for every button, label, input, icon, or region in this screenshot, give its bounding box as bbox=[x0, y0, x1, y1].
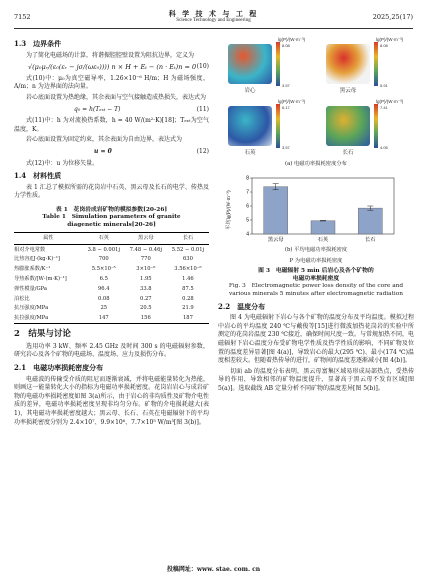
table-cell: 5.52 − 0.01j bbox=[171, 246, 205, 253]
table-caption bbox=[14, 207, 209, 230]
x-tick-label: 长石 bbox=[365, 237, 376, 243]
table-cell: 147 bbox=[83, 313, 125, 323]
paragraph: 电磁波的传输受介质的阻尼而逐渐衰减，并将电磁能量转化为热能，则画这一能量转化大小的指标为电磁功率损耗密度。花岗岩岩心与成岩矿物的电磁功率损耗密度如图 3(a)所示，由于岩心的非均质性及矿物介电性质的差异，电磁功率损耗密度呈现非均匀分布。矿物的介电损耗越大(表 1)，其电磁功率损耗密度越大；黑云母、长石、石英在电磁辐射下的平均功率损耗密度分别为 2.4×10⁷、9.9×10⁶、7.7×10⁵ W/m³[图 3(b)]。 bbox=[14, 375, 209, 426]
table-cell: 比热容/[J·(kg·K)⁻¹] bbox=[14, 256, 60, 263]
y-tick-label: 7 bbox=[246, 189, 249, 196]
table-cell: 187 bbox=[167, 313, 209, 323]
colorbar bbox=[374, 42, 378, 86]
table-cell: 泊松比 bbox=[14, 295, 30, 302]
table-row bbox=[14, 294, 209, 304]
table-cell: 87.5 bbox=[182, 285, 194, 292]
table-cell: 0.28 bbox=[182, 295, 194, 302]
table-cell: 0.27 bbox=[140, 295, 152, 302]
table-cell: 3.8 − 0.001j bbox=[87, 246, 120, 253]
table-cell: 5.5×10⁻⁵ bbox=[91, 266, 116, 273]
figure-caption-cn-2: 电磁功率损耗密度 bbox=[292, 275, 340, 282]
paragraph: 岩心底面设置为热绝缘，其余表面与空气接触造成热损失，表达式为 bbox=[26, 93, 207, 101]
table-row bbox=[14, 304, 209, 314]
table-cell: 1.95 bbox=[140, 275, 152, 282]
paragraph: 式(11)中：h 为对流换热系数，h = 40 W/(m²·K)[18]；Tₑₓₜ为空气温度，K。 bbox=[14, 117, 209, 133]
paragraph: 为了简化电磁场的计算，将谐振腔腔壁设置为阻抗边界，定义为 bbox=[26, 51, 195, 59]
table-row bbox=[14, 284, 209, 294]
colorbar-min: 5.91 bbox=[380, 83, 388, 88]
table-cell: 3.56×10⁻⁶ bbox=[174, 266, 202, 273]
table-cell: 3×10⁻⁶ bbox=[136, 266, 156, 273]
table-cell: 抗拉强度/MPa bbox=[14, 313, 83, 323]
equation-body: √(μ₀μᵣ/(ε₀(εᵣ − jσ/(ωε₀)))) n × H + Eₜ − (n · Eₜ)n = 0 bbox=[28, 63, 197, 72]
y-tick-label: 4 bbox=[246, 231, 249, 238]
colorbar-max: 7.41 bbox=[380, 105, 388, 110]
colorbar-max: 6.17 bbox=[282, 105, 290, 110]
table-cell: 相对介电常数 bbox=[14, 246, 46, 253]
issue-info: 2025,25(17) bbox=[372, 13, 413, 21]
table-header-cell: 石英 bbox=[83, 233, 125, 245]
power-map-feldspar bbox=[326, 106, 370, 146]
table-cell: 33.8 bbox=[140, 285, 152, 292]
colorbar-max: 8.08 bbox=[380, 43, 388, 48]
paragraph: 表 1 汇总了模拟所需的花岗岩中石英、黑云母及长石的电学、传热及力学性质。 bbox=[14, 183, 209, 200]
table-row bbox=[14, 274, 209, 284]
equation-10 bbox=[14, 63, 209, 72]
table-header-cell: 属性 bbox=[14, 233, 83, 245]
table-title-cn: 表 1 花岗岩成岩矿物的模拟参数[20-26] bbox=[55, 206, 168, 213]
table-cell: 156 bbox=[125, 313, 167, 323]
table-cell: 0.08 bbox=[97, 295, 110, 302]
figure-3b-caption: (b) 平均电磁功率损耗密度 bbox=[284, 247, 348, 253]
bar bbox=[311, 221, 335, 234]
map-label: 石英 bbox=[244, 150, 256, 156]
section-2-2-title: 2.2 温度分布 bbox=[218, 301, 266, 311]
table-row bbox=[14, 313, 209, 323]
left-column bbox=[14, 36, 209, 429]
y-tick-label: 8 bbox=[246, 175, 249, 182]
power-map-quartz bbox=[228, 106, 272, 146]
table-cell: 700 bbox=[98, 256, 109, 263]
map-label: 长石 bbox=[342, 150, 354, 156]
unit-label: lg(P)/(W·m⁻³) bbox=[278, 37, 306, 42]
equation-number: (10) bbox=[196, 63, 209, 71]
material-parameters-table bbox=[14, 232, 209, 324]
map-label: 黑云母 bbox=[339, 88, 357, 94]
equation-number: (11) bbox=[196, 105, 209, 113]
table-header-cell: 长石 bbox=[167, 233, 209, 245]
table-header-row bbox=[14, 233, 209, 245]
table-cell: 7.48 − 0.46j bbox=[129, 246, 163, 253]
y-tick-label: 6 bbox=[246, 203, 249, 210]
colorbar bbox=[374, 104, 378, 148]
bar bbox=[358, 208, 382, 234]
section-2-title: 2 结果与讨论 bbox=[14, 329, 71, 340]
colorbar-min: 3.57 bbox=[282, 83, 290, 88]
power-map-core bbox=[228, 44, 272, 84]
table-cell: 630 bbox=[182, 256, 193, 263]
colorbar bbox=[276, 104, 280, 148]
equation-number: (12) bbox=[196, 147, 209, 155]
power-map-biotite bbox=[326, 44, 370, 84]
page-header bbox=[14, 6, 413, 29]
unit-label: lg(P)/(W·m⁻³) bbox=[376, 37, 404, 42]
equation-12 bbox=[14, 148, 209, 157]
table-cell: 25 bbox=[100, 305, 108, 312]
section-1-3-title: 1.3 边界条件 bbox=[14, 39, 62, 48]
colorbar-min: 3.57 bbox=[282, 145, 290, 150]
table-cell: 热膨胀系数/K⁻¹ bbox=[14, 266, 51, 273]
paragraph: 式(12)中：u 为位移矢量。 bbox=[26, 159, 99, 167]
section-1-4-title: 1.4 材料性质 bbox=[14, 171, 62, 181]
table-row bbox=[14, 245, 209, 255]
table-title-en-2: diagenetic minerals[20-26] bbox=[67, 221, 156, 228]
figure-caption-cn-1: 图 3 电磁辐射 5 min 后岩心及各个矿物的 bbox=[258, 268, 374, 275]
table-row bbox=[14, 265, 209, 275]
table-cell: 弹性模量/GPa bbox=[14, 285, 47, 292]
table-cell: 6.5 bbox=[99, 275, 108, 282]
table-cell: 抗压强度/MPa bbox=[14, 305, 49, 312]
paragraph: 式(10)中：μ₀为真空磁导率，1.26×10⁻⁶ H/m；H 为磁场强度，A/m；n 为边界面的法向量。 bbox=[14, 74, 209, 91]
equation-body: u = 0 bbox=[94, 147, 112, 155]
figure-3a-caption: (a) 电磁功率损耗密度分布 bbox=[285, 161, 347, 167]
x-tick-label: 石英 bbox=[317, 237, 329, 243]
x-tick-label: 黑云母 bbox=[267, 237, 284, 243]
map-label: 岩心 bbox=[244, 88, 256, 94]
table-cell: 20.5 bbox=[140, 305, 152, 312]
unit-label: lg(P)/(W·m⁻³) bbox=[278, 99, 306, 104]
figure-3a-maps bbox=[218, 36, 414, 198]
table-cell: 770 bbox=[140, 256, 151, 263]
table-cell: 96.4 bbox=[97, 285, 110, 292]
colorbar-max: 8.08 bbox=[282, 43, 290, 48]
colorbar bbox=[276, 42, 280, 86]
right-column bbox=[218, 36, 414, 396]
section-2-1-title: 2.1 电磁功率损耗密度分布 bbox=[14, 363, 104, 373]
unit-label: lg(P)/(W·m⁻³) bbox=[376, 99, 404, 104]
paragraph: 选用功率 3 kW、频率 2.45 GHz 及时间 300 s 的电磁辐射参数，研究岩心及各个矿物的电磁场、温度场、应力及损伤分布。 bbox=[14, 342, 209, 359]
colorbar-min: 4.05 bbox=[380, 145, 388, 150]
y-tick-label: 5 bbox=[246, 217, 249, 224]
figure-caption-en-2: various minerals 5 minutes after electromagnetic radiation bbox=[228, 290, 404, 297]
journal-title-cn: 科 学 技 术 与 工 程 bbox=[168, 9, 259, 18]
journal-title-en: Science Technology and Engineering bbox=[176, 18, 251, 23]
paragraph: 图 4 为电磁辐射下岩心与各个矿物的温度分布及平均温度。模拟过程中岩心的平均温度 240 ℃与戴俊等[15]进行微波加热花岗岩的实验中所测定的花岗岩温度 230 ℃接近，确保时间尺度一致。与常规加热不同，电磁辐射下岩心温度分布受矿物电学性质及热学性质的影响，不同矿物及位置的温度差异显著[图 4(a)]，导致岩心的最大(295 ℃)、最小(174 ℃)温度相差较大。但随着热传导的进行，矿物间的温度差逐渐减小[图 4(b)]。 bbox=[218, 314, 414, 365]
table-cell: 导热系数/[W·(m·K)⁻¹] bbox=[14, 275, 67, 282]
table-row bbox=[14, 255, 209, 265]
page-number: 7152 bbox=[14, 13, 31, 21]
table-header-cell: 黑云母 bbox=[125, 233, 167, 245]
figure-3-caption bbox=[218, 268, 414, 298]
equation-body: q₀ = h(Tₑₓₜ − T) bbox=[74, 105, 121, 113]
y-axis-label: 平均lg(P)/(W·m⁻³) bbox=[227, 190, 232, 230]
p-definition: P 为电磁功率损耗密度 bbox=[289, 257, 343, 264]
table-cell: 1.46 bbox=[182, 275, 194, 282]
table-cell: 21.9 bbox=[182, 305, 194, 312]
page-footer: 投稿网址：www. stae. com. cn bbox=[166, 566, 261, 573]
figure-caption-en-1: Fig. 3 Electromagnetic power loss density of the core and bbox=[228, 283, 404, 290]
paragraph: 岩心底面设置为固定约束，其余表面为自由边界，表达式为 bbox=[26, 136, 183, 144]
equation-11 bbox=[14, 106, 209, 115]
table-title-en-1: Table 1 Simulation parameters of granite bbox=[42, 214, 181, 221]
paragraph: 切面 ab 的温度分布表明，黑云母富集区域易形成局部热点，受热传导的作用，导致相邻的矿物温度提升，显著高于黑云母不发育区域[图 5(a)]。选取截线 AB 定量分析不同矿物的温度差异[图 5(b)]。 bbox=[218, 367, 414, 392]
